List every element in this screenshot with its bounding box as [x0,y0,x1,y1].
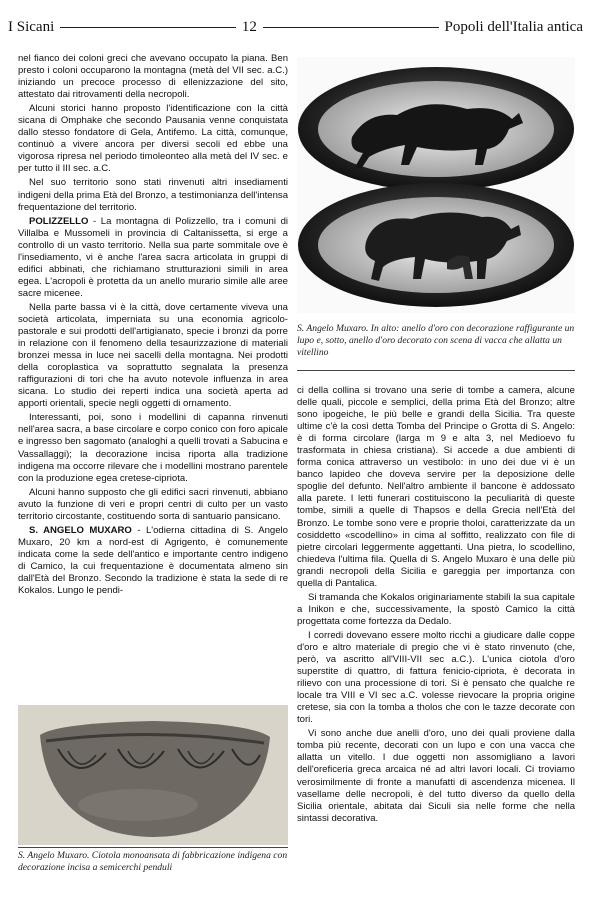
header-rule-right [263,27,439,28]
paragraph: Alcuni hanno supposto che gli edifici sacri rinvenuti, abbiano avuto la funzione di veri e propri centri di culto per un vasto territorio circostante, costituendo sorta di santuario pansicano. [18,486,288,522]
paragraph: Si tramanda che Kokalos originariamente stabilì la sua capitale a Inikon e che, successivamente, la spostò Camico la città progettata come fortezza da Dedalo. [297,591,575,627]
paragraph: Nel suo territorio sono stati rinvenuti altri insediamenti indigeni della prima Età del Bronzo, a testimonianza dell'intensa frequentazione del territorio. [18,177,288,213]
paragraph: Vi sono anche due anelli d'oro, uno dei quali proviene dalla tomba più recente, decorati con un lupo e con una vacca che allatta un vitello. I due oggetti non assomigliano a lavori dell'oreficeria greca arcaica né ad altri lavori locali. Ci troviamo verosimilmente di fronte a manufatti di ascendenza micenea. Il vasellame delle necropoli, è del tutto diverso da quello della Sicilia orientale, abitata dai Siculi sia nelle forme che nella sintassi decorativa. [297,728,575,824]
gold-rings-photo [297,57,575,313]
caption-rule-rings [297,370,575,371]
bowl-illustration [18,705,288,845]
header-rule-left [60,27,236,28]
section-heading-polizzello: POLIZZELLO [29,215,89,227]
header-section-title: I Sicani [8,18,55,35]
caption-bowl: S. Angelo Muxaro. Ciotola monoansata di fabbricazione indigena con decorazione incisa a semicerchi penduli [18,850,288,873]
paragraph: I corredi dovevano essere molto ricchi a giudicare dalle coppe d'oro e altro materiale di pregio che vi è stato rinvenuto (che, però, va ascritto all'VIII-VII sec a.C.). L'unica ciotola d'oro superstite di quattro, di fattura fenicio-cipriota, è decorata in rilievo con una processione di tori. Si è pensato che qualche re locale tra VIII e VI sec a.C. volesse rievocare la propria origine cretese, sia con la tomba a tholos che con le tazze decorate con tori. [297,629,575,726]
page-number: 12 [241,18,257,35]
paragraph: Alcuni storici hanno proposto l'identificazione con la città sicana di Omphake che secondo Pausania venne conquistata dallo stesso fondatore di Gela, Antifemo. La città, comunque, continuò a vivere ancora per diversi secoli ed ebbe una vigorosa ripresa nel periodo timoleonteo alla metà del IV sec. e per tutto il III sec. a.C. [18,103,288,175]
bowl-photo [18,705,288,845]
caption-rings: S. Angelo Muxaro. In alto: anello d'oro con decorazione raffigurante un lupo e, sotto, anello d'oro decorato con scena di vacca che allatta un vitellino [297,323,575,358]
running-header [8,16,583,38]
paragraph-polizzello: POLIZZELLO - La montagna di Polizzello, tra i comuni di Villalba e Mussomeli in provincia di Caltanissetta, si erge a controllo di un vasto territorio. Nella sua parte sommitale ove è l'insediamento, vi è anche l'area sacra articolata in gruppi di edifici abbinati, che richiamano strutturazioni simili in area egea. L'acropoli è protetta da un anello murario simile alle aree sacre micenee. [18,215,288,299]
paragraph: ci della collina si trovano una serie di tombe a camera, alcune delle quali, piccole e semplici, della prima Età del Bronzo; altre sono ipogeiche, le più belle e grandi della Sicilia. Tra queste ultime c'è la così detta Tomba del Principe o Grotta di S. Angelo: è di forma circolare (larga m 9 e alta 3, nel Medioevo fu trasformata in chiesa cristiana). Si accede a due ambienti di forma conica attraverso un vestibolo: in uno dei due vi è un banco lapideo che doveva servire per la deposizione delle spoglie del defunto. Nell'altro ambiente il bancone è addossato alla parete. I letti funerari costituiscono la peculiarità di queste tombe, simili a quelle di Thapsos e della Grecia nell'Età del Bronzo. Le tombe sono vere e proprie tholoi, caratterizzate da un cosiddetto «scodellino» in cima al soffitto, realizzato con file di pietre circolari leggermente aggettanti. Una pietra, lo scodellino, chiedeva l'ultima fila. Quella di S. Angelo Muxaro è una delle più grandi necropoli della Sicilia e gareggia per importanza con quella di Pantalica. [297,385,575,589]
header-book-title: Popoli dell'Italia antica [444,18,583,35]
caption-rule-bowl [18,847,288,848]
rings-illustration [297,57,575,313]
paragraph: Nella parte bassa vi è la città, dove certamente viveva una società articolata, imperniata su una economia agricolo-pastorale e sui prodotti dell'artigianato, specie i bronzi da porre in relazione con il fenomeno della tesaurizzazione di materiali bronzei messa in luce nei sacelli della montagna. Nei prodotti della coroplastica va soprattutto segnalata la presenza raffigurazioni di tori che ha avuto notevole influenza in area sicana. Lo studio dei reperti indica una società aperta ad apporti orientali, specie negli oggetti di ornamento. [18,301,288,410]
paragraph: Interessanti, poi, sono i modellini di capanna rinvenuti nell'area sacra, a base circolare e corpo conico con foro apicale e ingresso ben sagomato (analoghi a quelli trovati a Sabucina e Vassallaggi); la decorazione incisa riporta alla tradizione indigena ma occorre rilevare che i modellini mostrano parentele con la produzione egea cretese-cipriota. [18,412,288,484]
paragraph: nel fianco dei coloni greci che avevano occupato la piana. Ben presto i coloni occuparono la montagna (metà del VII sec. a.C.) iniziando un precoce processo di ellenizzazione del sito, attestato dai ritrovamenti della necropoli. [18,53,288,101]
right-column [297,385,575,827]
left-column-top [18,53,288,599]
section-heading-angelo-muxaro: S. ANGELO MUXARO [29,524,132,536]
paragraph-angelo-muxaro: S. ANGELO MUXARO - L'odierna cittadina di S. Angelo Muxaro, 20 km a nord-est di Agrigento, è comunemente indicata come la sede dell'antico e importante centro indigeno di Camico, la cui frequentazione è documentata almeno sin dall'Età del Bronzo. Secondo la tradizione è stata la sede di re Kokalos. Lungo le pendi- [18,524,288,597]
